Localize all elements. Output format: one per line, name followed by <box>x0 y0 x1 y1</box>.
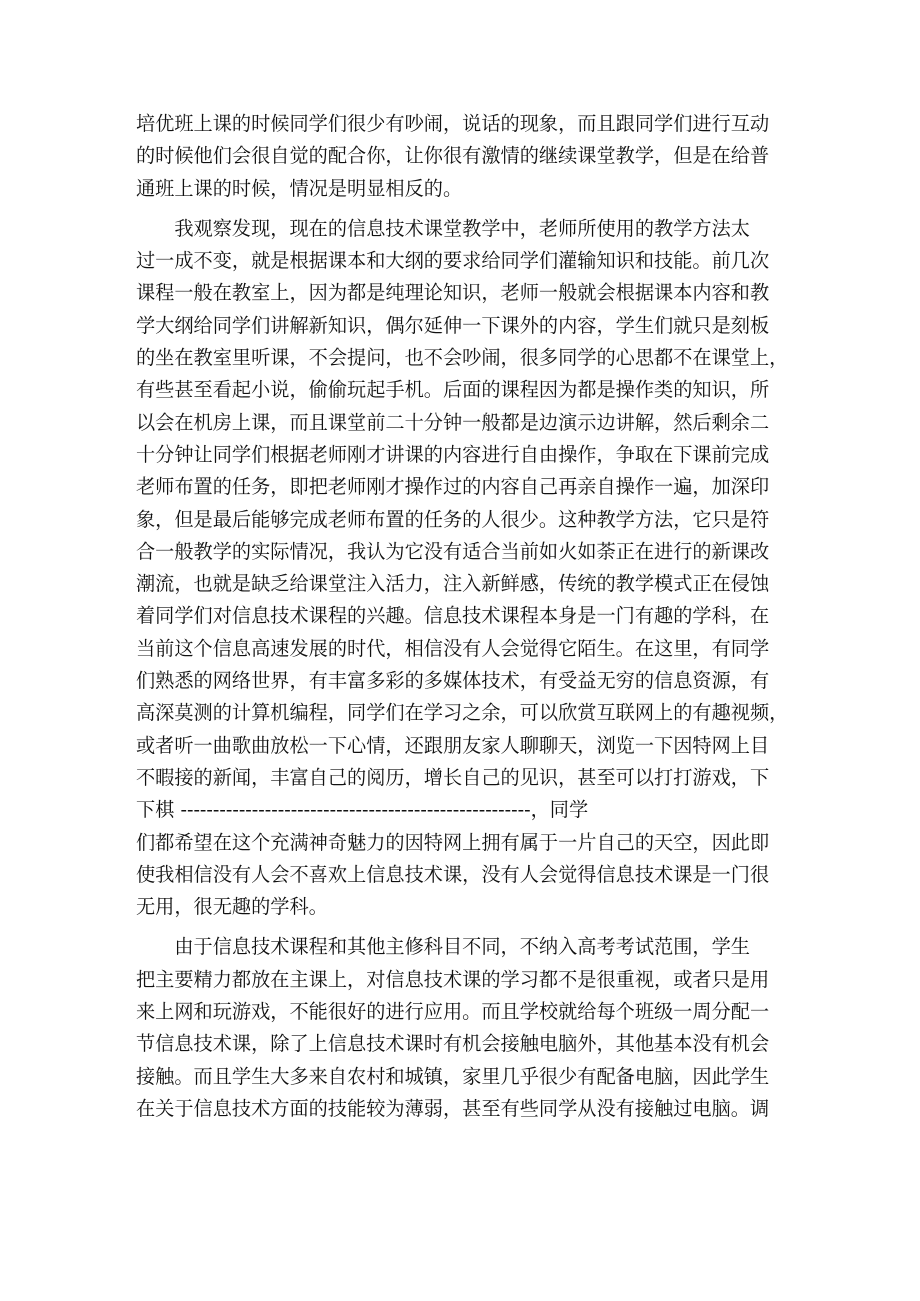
text-line: 通班上课的时候，情况是明显相反的。 <box>136 176 463 200</box>
paragraph-gap <box>136 923 796 931</box>
text-line: 潮流，也就是缺乏给课堂注入活力，注入新鲜感，传统的教学模式正在侵蚀 <box>136 572 770 596</box>
text-line: 来上网和玩游戏，不能很好的进行应用。而且学校就给每个班级一周分配一 <box>136 1000 770 1024</box>
text-line: 们熟悉的网络世界，有丰富多彩的多媒体技术，有受益无穷的信息资源，有 <box>136 669 770 693</box>
paragraph <box>136 213 796 924</box>
text-line: 着同学们对信息技术课程的兴趣。信息技术课程本身是一门有趣的学科，在 <box>136 604 770 628</box>
text-line: 把主要精力都放在主课上，对信息技术课的学习都不是很重视，或者只是用 <box>136 967 770 991</box>
text-line: 高深莫测的计算机编程，同学们在学习之余，可以欣赏互联网上的有趣视频， <box>136 701 789 725</box>
text-line: 使我相信没有人会不喜欢上信息技术课，没有人会觉得信息技术课是一门很 <box>136 862 770 886</box>
text-line: 合一般教学的实际情况，我认为它没有适合当前如火如荼正在进行的新课改 <box>136 539 770 563</box>
text-line: 的坐在教室里听课，不会提问，也不会吵闹，很多同学的心思都不在课堂上， <box>136 346 789 370</box>
text-line: 当前这个信息高速发展的时代，相信没有人会觉得它陌生。在这里，有同学 <box>136 636 770 660</box>
text-line: 或者听一曲歌曲放松一下心情，还跟朋友家人聊聊天，浏览一下因特网上目 <box>136 733 770 757</box>
text-line: 以会在机房上课，而且课堂前二十分钟一般都是边演示边讲解，然后剩余二 <box>136 410 770 434</box>
text-line: 接触。而且学生大多来自农村和城镇，家里几乎很少有配备电脑，因此学生 <box>136 1064 770 1088</box>
paragraph <box>136 931 796 1125</box>
paragraph-gap <box>136 205 796 213</box>
paragraph <box>136 108 796 205</box>
text-line: 象，但是最后能够完成老师布置的任务的人很少。这种教学方法，它只是符 <box>136 507 770 531</box>
text-line: 不暇接的新闻，丰富自己的阅历，增长自己的见识，甚至可以打打游戏，下 <box>136 765 770 789</box>
text-line: 我观察发现，现在的信息技术课堂教学中，老师所使用的教学方法太 <box>136 216 750 240</box>
text-line: 过一成不变，就是根据课本和大纲的要求给同学们灌输知识和技能。前几次 <box>136 249 770 273</box>
text-line: 老师布置的任务，即把老师刚才操作过的内容自己再亲自操作一遍，加深印 <box>136 475 770 499</box>
text-line: 下棋 ------------------------------------------------------，同学 <box>136 798 589 822</box>
text-line: 学大纲给同学们讲解新知识，偶尔延伸一下课外的内容，学生们就只是刻板 <box>136 313 770 337</box>
text-line: 的时候他们会很自觉的配合你，让你很有激情的继续课堂教学，但是在给普 <box>136 144 770 168</box>
body-text <box>136 108 796 1125</box>
text-line: 无用，很无趣的学科。 <box>136 895 328 919</box>
text-line: 有些甚至看起小说，偷偷玩起手机。后面的课程因为都是操作类的知识，所 <box>136 378 770 402</box>
text-line: 由于信息技术课程和其他主修科目不同，不纳入高考考试范围，学生 <box>136 935 750 959</box>
text-line: 十分钟让同学们根据老师刚才讲课的内容进行自由操作，争取在下课前完成 <box>136 442 770 466</box>
text-line: 们都希望在这个充满神奇魅力的因特网上拥有属于一片自己的天空，因此即 <box>136 830 770 854</box>
text-line: 课程一般在教室上，因为都是纯理论知识，老师一般就会根据课本内容和教 <box>136 281 770 305</box>
text-line: 培优班上课的时候同学们很少有吵闹，说话的现象，而且跟同学们进行互动 <box>136 112 770 135</box>
text-line: 在关于信息技术方面的技能较为薄弱，甚至有些同学从没有接触过电脑。调 <box>136 1096 770 1120</box>
text-line: 节信息技术课，除了上信息技术课时有机会接触电脑外，其他基本没有机会 <box>136 1032 770 1056</box>
